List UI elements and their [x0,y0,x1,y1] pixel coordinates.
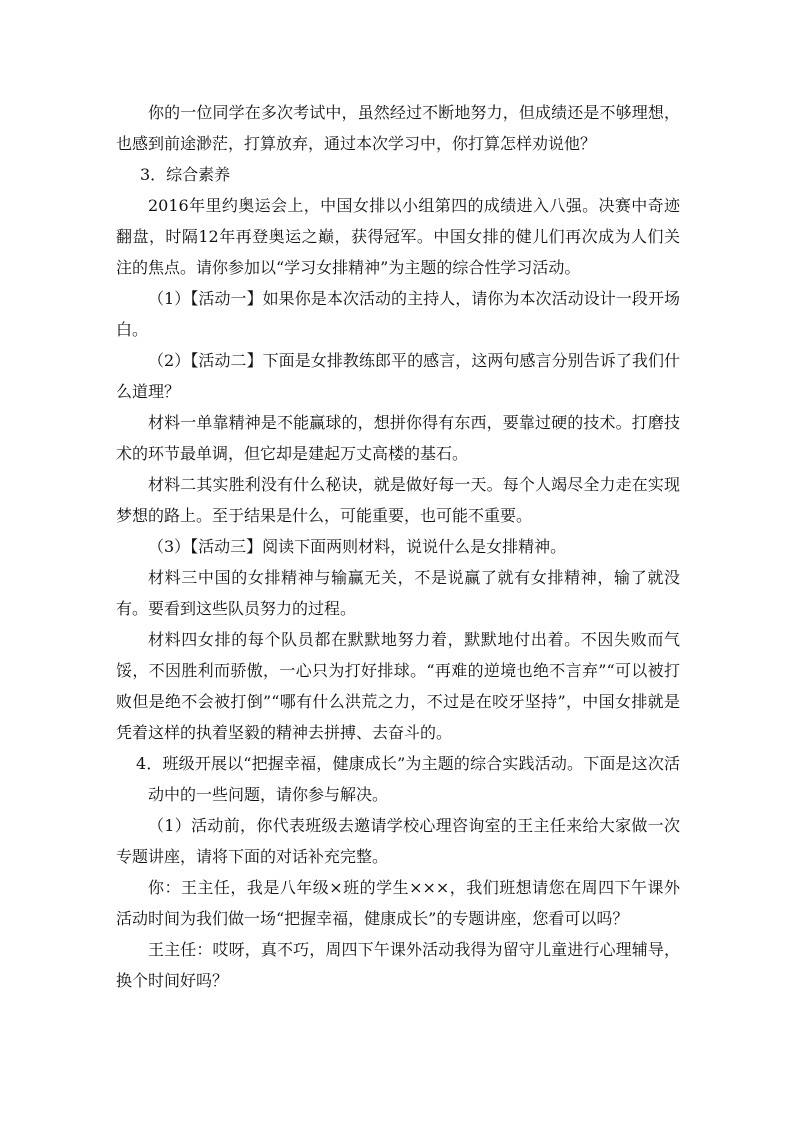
paragraph-material-3: 材料三中国的女排精神与输赢无关，不是说赢了就有女排精神，输了就没有。要看到这些队员努力的过程。 [116,568,680,618]
paragraph-activity-3: （3）【活动三】阅读下面两则材料，说说什么是女排精神。 [148,537,567,556]
document-body [116,97,680,996]
paragraph-material-2: 材料二其实胜利没有什么秘诀，就是做好每一天。每个人竭尽全力走在实现梦想的路上。至于结果是什么，可能重要，也可能不重要。 [116,475,680,525]
paragraph-activity-2: （2）【活动二】下面是女排教练郎平的感言，这两句感言分别告诉了我们什么道理？ [116,351,680,401]
heading-section-3: 3．综合素养 [140,165,231,184]
dialogue-student: 你：王主任，我是八年级×班的学生×××，我们班想请您在周四下午课外活动时间为我们做一场“把握幸福，健康成长”的专题讲座，您看可以吗？ [116,878,680,928]
paragraph-persuade-classmate: 你的一位同学在多次考试中，虽然经过不断地努力，但成绩还是不够理想，也感到前途渺茫，打算放弃，通过本次学习中，你打算怎样劝说他？ [116,103,680,153]
heading-section-4: 4．班级开展以“把握幸福，健康成长”为主题的综合实践活动。下面是这次活动中的一些问题，请你参与解决。 [136,754,680,804]
dialogue-director-wang: 王主任：哎呀，真不巧，周四下午课外活动我得为留守儿童进行心理辅导，换个时间好吗？ [116,940,680,990]
paragraph-volleyball-intro: 2016年里约奥运会上，中国女排以小组第四的成绩进入八强。决赛中奇迹翻盘，时隔12年再登奥运之巅，获得冠军。中国女排的健儿们再次成为人们关注的焦点。请你参加以“学习女排精神”为主题的综合性学习活动。 [116,196,680,277]
paragraph-material-1: 材料一单靠精神是不能赢球的，想拼你得有东西，要靠过硬的技术。打磨技术的环节最单调，但它却是建起万丈高楼的基石。 [116,413,680,463]
paragraph-activity-1: （1）【活动一】如果你是本次活动的主持人，请你为本次活动设计一段开场白。 [116,289,680,339]
paragraph-invite-lecture: （1）活动前，你代表班级去邀请学校心理咨询室的王主任来给大家做一次专题讲座，请将下面的对话补充完整。 [116,816,680,866]
paragraph-material-4: 材料四女排的每个队员都在默默地努力着，默默地付出着。不因失败而气馁，不因胜利而骄傲，一心只为打好排球。“再难的逆境也绝不言弃”“可以被打败但是绝不会被打倒”“哪有什么洪荒之力，不过是在咬牙坚持”，中国女排就是凭着这样的执着坚毅的精神去拼搏、去奋斗的。 [116,630,680,742]
